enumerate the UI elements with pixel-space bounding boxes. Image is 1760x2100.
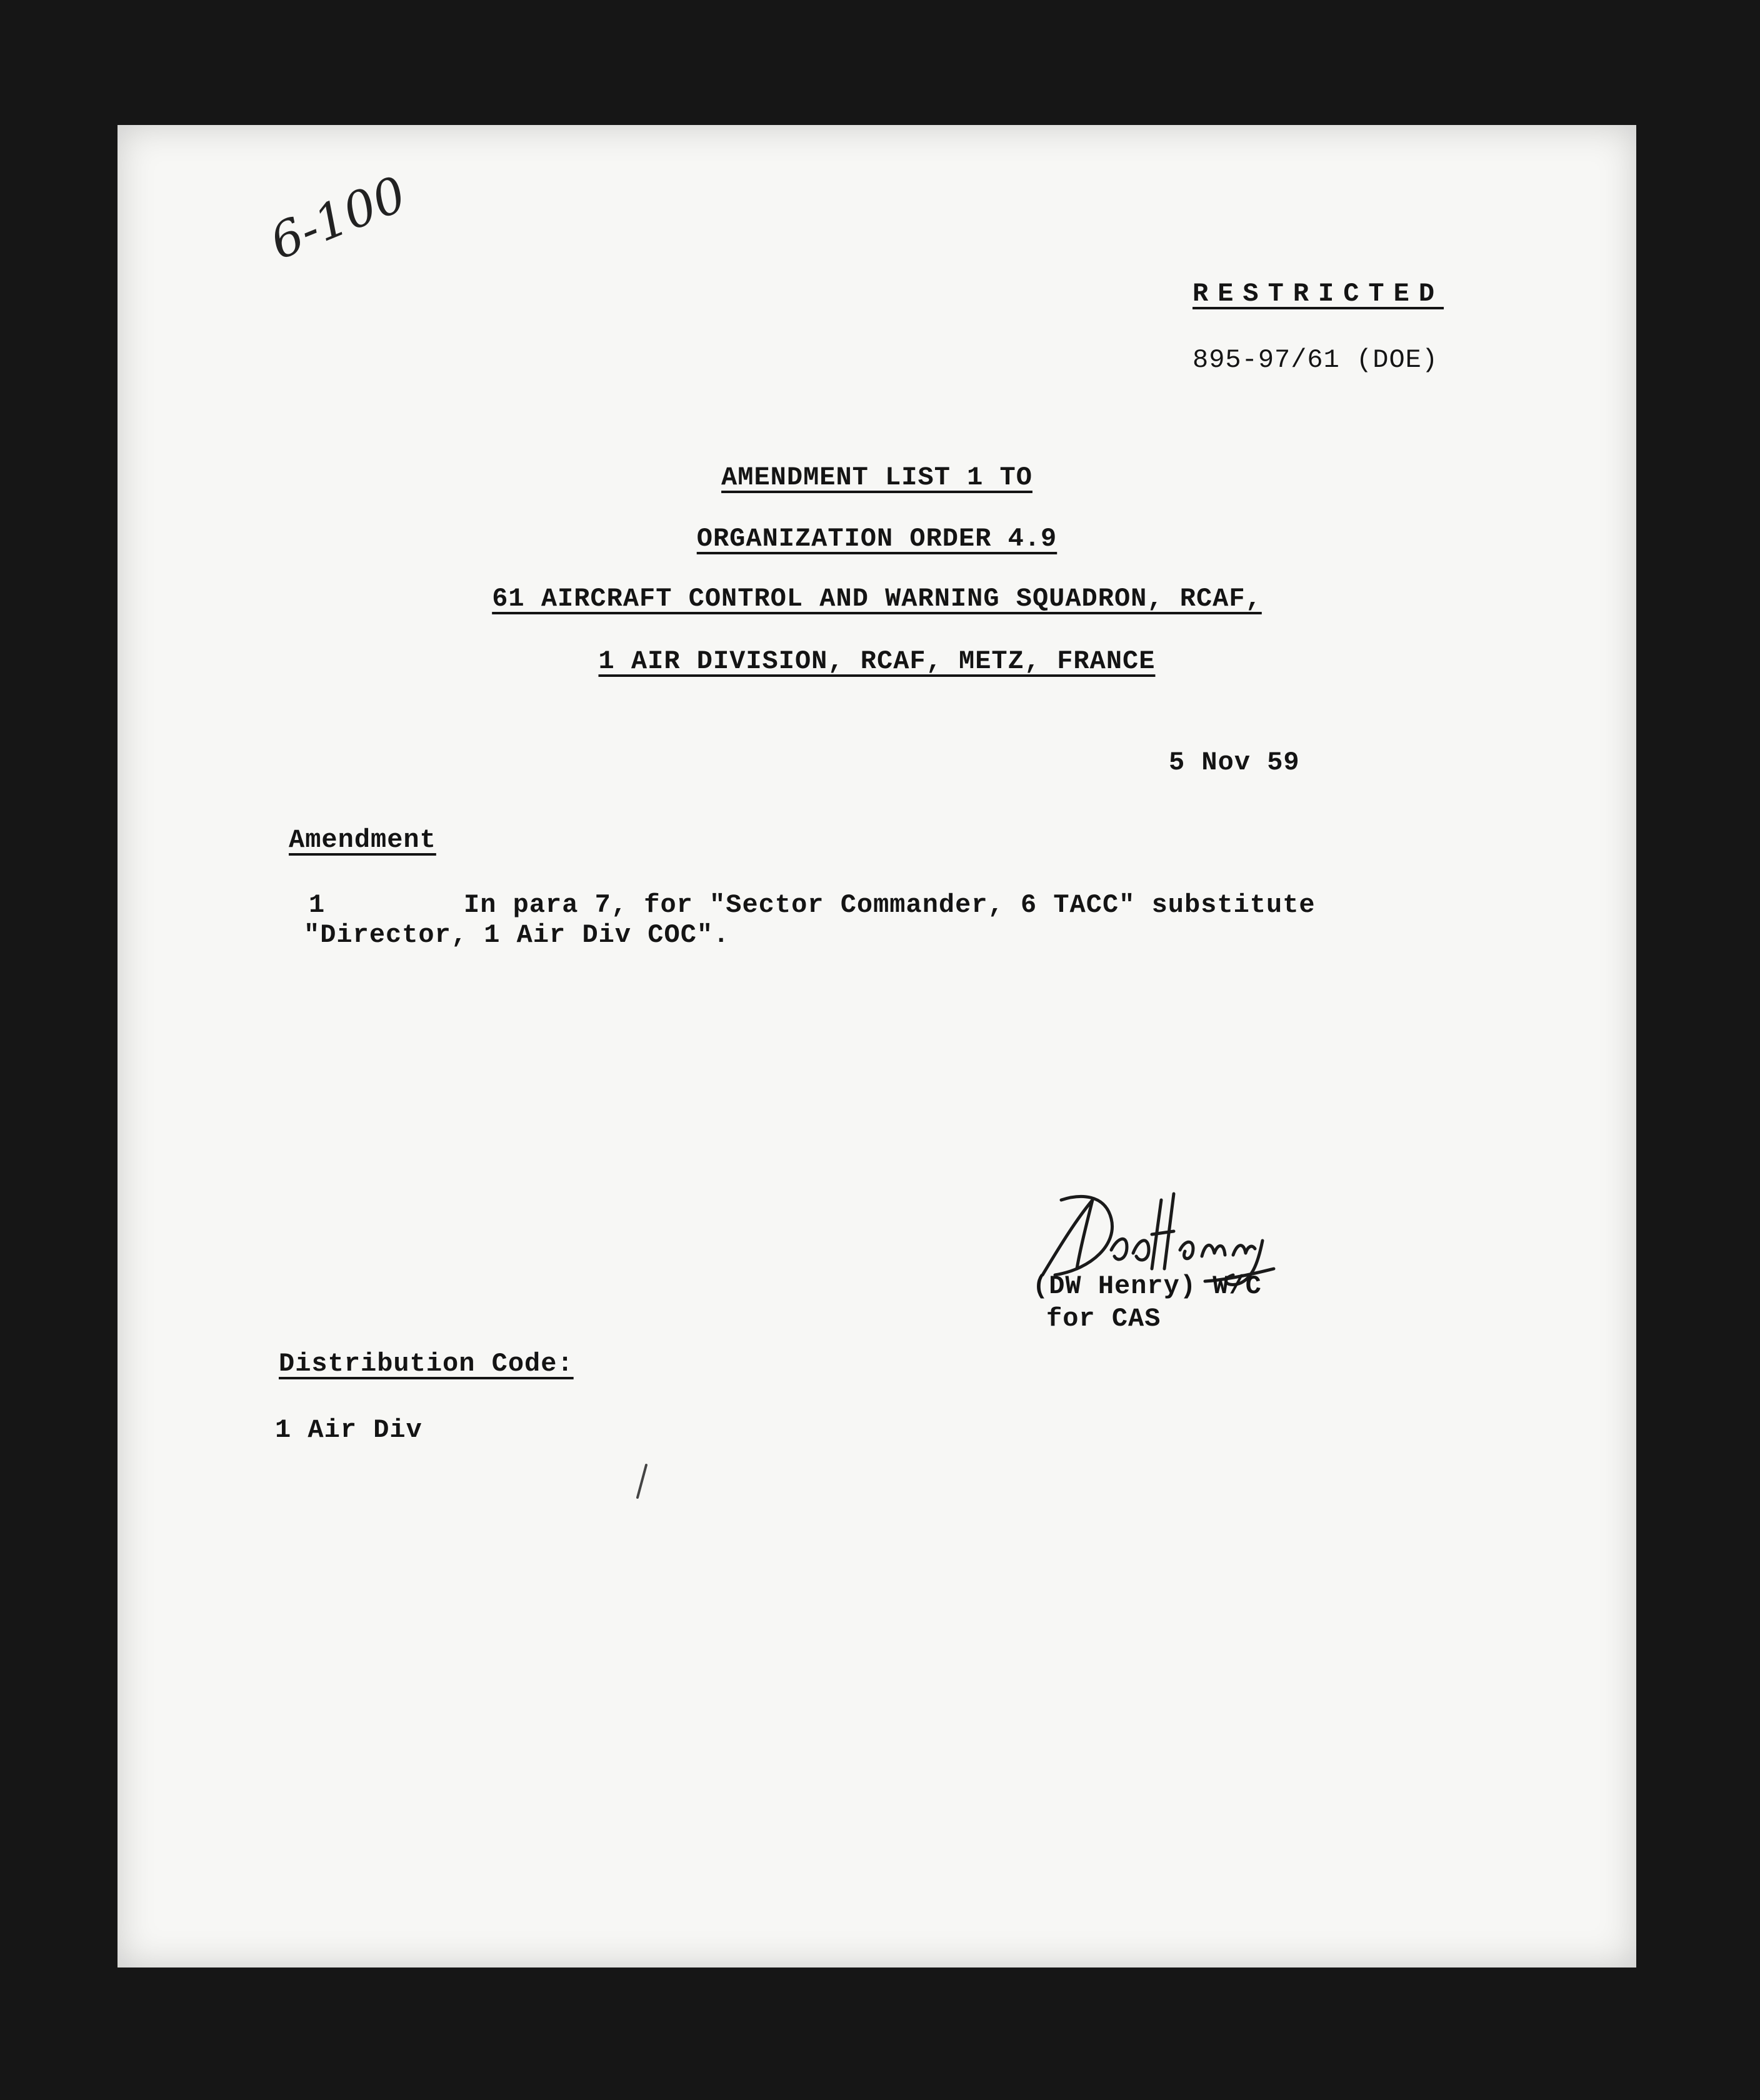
pencil-tick-mark	[631, 1462, 654, 1500]
amendment-item-text: In para 7, for "Sector Commander, 6 TACC" substitute	[464, 890, 1316, 920]
document-date: 5 Nov 59	[1169, 748, 1300, 778]
file-reference: 895-97/61 (DOE)	[1192, 345, 1439, 375]
title-line-3: 61 AIRCRAFT CONTROL AND WARNING SQUADRON, RCAF,	[492, 584, 1262, 614]
amendment-heading: Amendment	[289, 825, 436, 855]
handwritten-signature	[1018, 1175, 1280, 1288]
classification-label: RESTRICTED	[1192, 279, 1444, 309]
title-line-2: ORGANIZATION ORDER 4.9	[696, 524, 1058, 554]
distribution-item: 1 Air Div	[275, 1415, 422, 1445]
handwritten-note: 6-100	[262, 166, 414, 271]
amendment-item-number: 1	[309, 890, 326, 920]
title-line-1: AMENDMENT LIST 1 TO	[721, 462, 1032, 492]
signatory-for: for CAS	[1046, 1304, 1161, 1334]
distribution-heading: Distribution Code:	[279, 1349, 574, 1379]
signatory-name: (DW Henry) W/C	[1032, 1271, 1262, 1301]
amendment-item-continuation: "Director, 1 Air Div COC".	[304, 920, 730, 950]
title-line-4: 1 AIR DIVISION, RCAF, METZ, FRANCE	[598, 646, 1156, 676]
document-page	[118, 125, 1636, 1968]
